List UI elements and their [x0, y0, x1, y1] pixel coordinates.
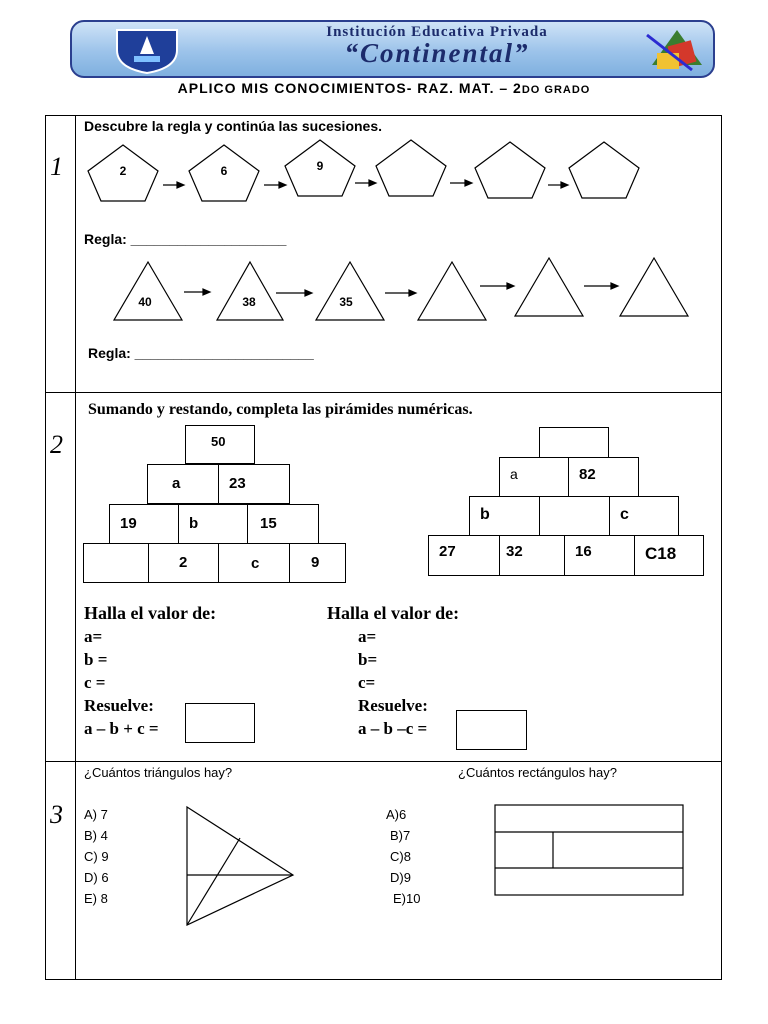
pyramid-right-cell: C18 [634, 535, 704, 576]
triangles-question: ¿Cuántos triángulos hay? [84, 765, 233, 780]
section-number-2: 2 [50, 430, 63, 459]
right-heading: Halla el valor de: [327, 603, 460, 623]
pyramid-left-cell: 15 [247, 504, 319, 544]
institution-line: Institución Educativa Privada [326, 24, 548, 40]
triangle-3-value: 35 [339, 295, 353, 309]
rectangles-question: ¿Cuántos rectángulos hay? [458, 765, 617, 780]
right-resuelve-label: Resuelve: [358, 696, 428, 715]
option-item[interactable]: B) 4 [84, 828, 108, 843]
pentagon-1-value: 2 [119, 164, 127, 178]
pyramid-left-cell: b [178, 504, 248, 544]
right-b-label[interactable]: b= [358, 650, 378, 669]
pyramid-left-cell: 2 [148, 543, 219, 583]
pyramid-right-cell: a [499, 457, 569, 497]
section1-instruction: Descubre la regla y continúa las sucesiones. [84, 118, 383, 134]
option-item[interactable]: E)10 [393, 891, 421, 906]
triangle-1-value: 40 [138, 295, 152, 309]
right-expression: a – b –c = [358, 719, 428, 738]
triangle-2-value: 38 [242, 295, 256, 309]
left-b-label[interactable]: b = [84, 650, 108, 669]
left-expression: a – b + c = [84, 719, 159, 738]
left-resuelve-label: Resuelve: [84, 696, 154, 715]
rule-line-1[interactable]: Regla: ____________________ [84, 231, 287, 247]
pyramid-right-cell: 82 [568, 457, 639, 497]
option-item[interactable]: C) 9 [84, 849, 109, 864]
pyramid-left-cell: c [218, 543, 290, 583]
pyramid-right-cell: 32 [499, 535, 565, 576]
section2-instruction: Sumando y restando, completa las pirámides numéricas. [88, 401, 473, 418]
option-item[interactable]: E) 8 [84, 891, 108, 906]
pentagon-3-value: 9 [316, 159, 324, 173]
section-number-3: 3 [50, 800, 63, 829]
left-c-label[interactable]: c = [84, 673, 106, 692]
left-heading: Halla el valor de: [84, 603, 217, 623]
rectangle-figure [495, 805, 683, 895]
pyramid-right-cell: 27 [428, 535, 500, 576]
pyramid-right-cell: 16 [564, 535, 635, 576]
school-name: “Continental” [344, 38, 530, 68]
option-item[interactable]: D) 6 [84, 870, 109, 885]
pyramid-left-cell: 19 [109, 504, 179, 544]
triangle-figure [187, 807, 293, 925]
option-item[interactable]: B)7 [390, 828, 411, 843]
option-item[interactable]: A) 7 [84, 807, 108, 822]
pyramid-left-cell: a [147, 464, 219, 504]
pyramid-right-cell: b [469, 496, 540, 536]
rule-line-2[interactable]: Regla: _______________________ [88, 345, 314, 361]
section-number-1: 1 [50, 152, 63, 181]
right-c-label[interactable]: c= [358, 673, 376, 692]
left-a-label[interactable]: a= [84, 627, 103, 646]
option-item[interactable]: D)9 [390, 870, 411, 885]
pyramid-left-cell: 23 [218, 464, 290, 504]
option-item[interactable]: A)6 [386, 807, 407, 822]
pyramid-right-cell: c [609, 496, 679, 536]
right-a-label[interactable]: a= [358, 627, 377, 646]
worksheet-title: APLICO MIS CONOCIMIENTOS- RAZ. MAT. – 2DO GRADO [177, 80, 591, 96]
pyramid-left-cell: 9 [289, 543, 346, 583]
option-item[interactable]: C)8 [390, 849, 411, 864]
pentagon-2-value: 6 [220, 164, 228, 178]
pyramid-left-cell: 50 [185, 425, 255, 464]
